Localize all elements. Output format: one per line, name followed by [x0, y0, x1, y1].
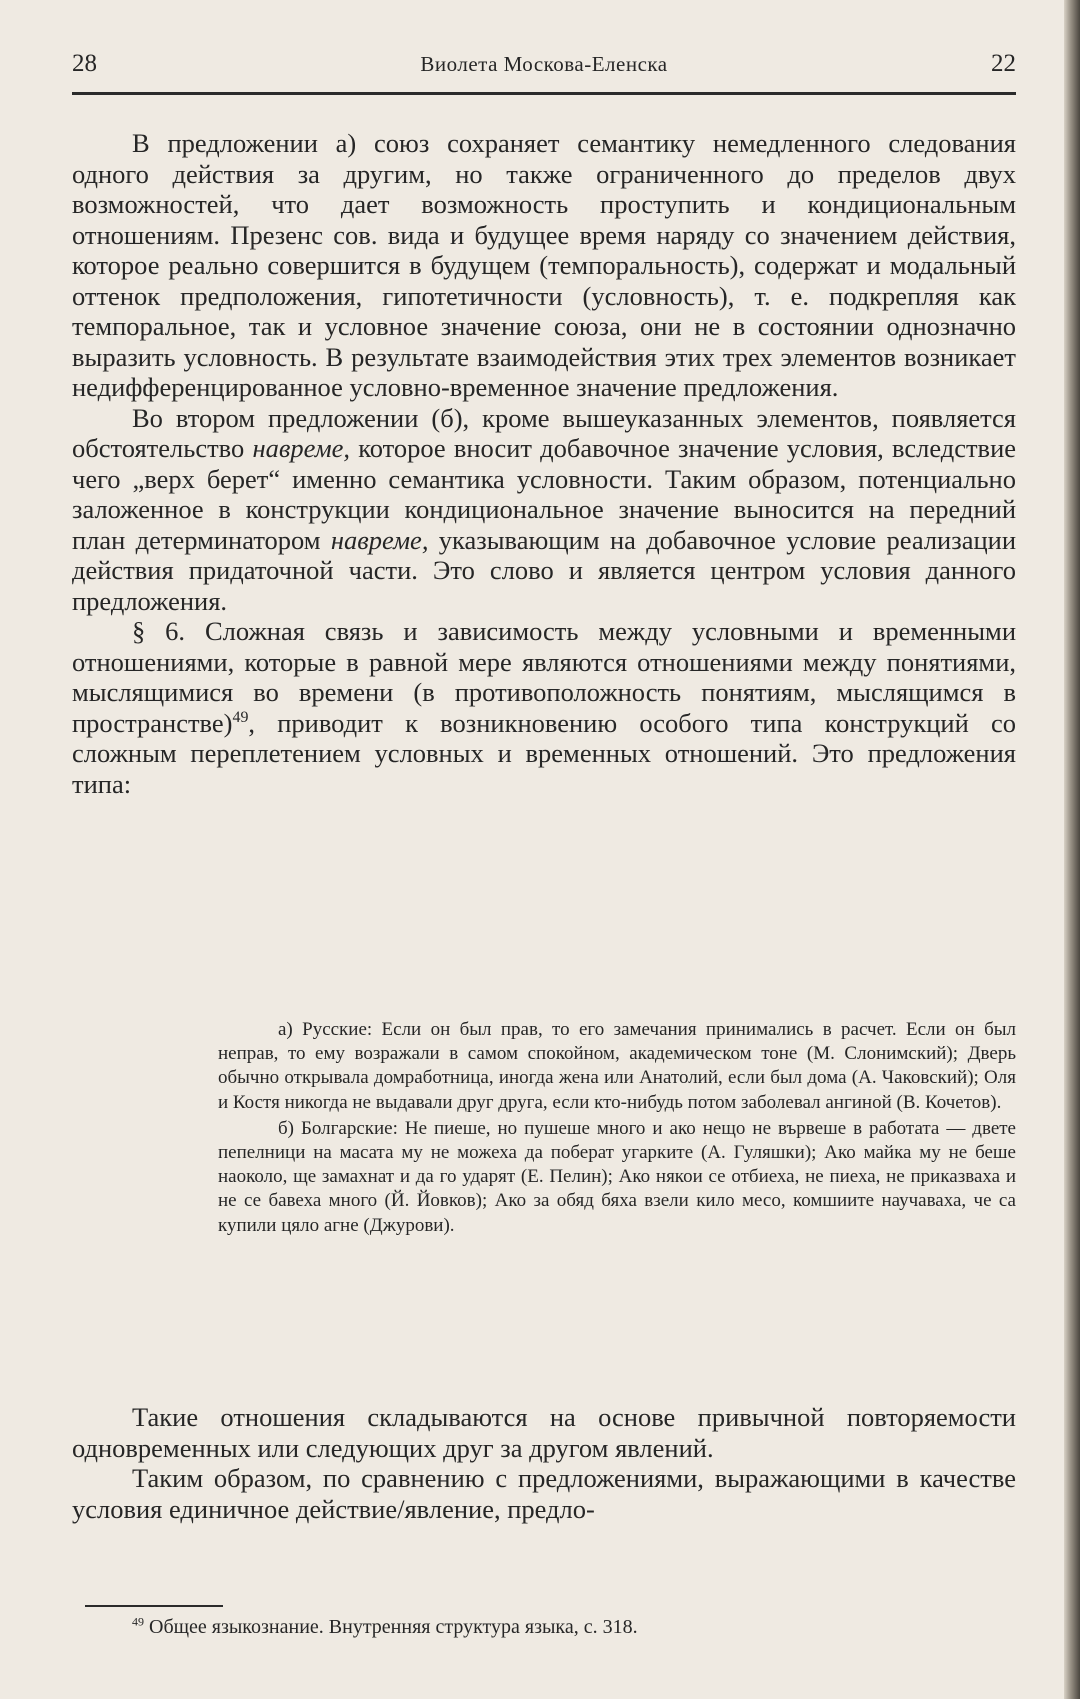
page-number-left: 28: [72, 50, 97, 77]
example-bulgarian: б) Болгарские: Не пиеше, но пушеше много и ако нещо не вървеше в работата — двете пепелници на масата му не можеха да поберат угарките (А. Гуляшки); Ако майка му не беше наоколо, ще замахнат и да го ударят (Е. Пелин); Ако някои се отбиеха, не пиеха, не приказваха и не се бавеха много (Й. Йовков); Ако за обяд бяха взели кило месо, комшиите научаваха, че са купили цяло агне (Джурови).: [218, 1117, 1016, 1236]
page-edge-shadow: [1064, 0, 1080, 1699]
paragraph-1: В предложении а) союз сохраняет семантику немедленного следования одного действия за другим, но также ограниченного до пределов двух возможностей, что дает возможность проступить и кондициональным отношениям. Презенс сов. вида и будущее время наряду со значением действия, которое реально совершится в будущем (темпоральность), содержат и модальный оттенок предположения, гипотетичности (условность), т. е. подкрепляя как темпоральное, так и условное значение союза, они не в состоянии однозначно выразить условность. В результате взаимодействия этих трех элементов возникает недифференцированное условно-временное значение предложения.: [72, 128, 1016, 402]
main-text-continued: [72, 1402, 1016, 1524]
footnote-number: 49: [132, 1614, 144, 1629]
term-navreme-1: навреме,: [252, 433, 350, 463]
footnote-rule: [85, 1605, 223, 1607]
footnote: [132, 1614, 1012, 1640]
header-rule: [72, 92, 1016, 95]
running-title: Виолета Москова-Еленска: [420, 52, 668, 76]
examples-block: [218, 1018, 1016, 1238]
footnote-text: Общее языкознание. Внутренняя структура языка, с. 318.: [149, 1616, 638, 1638]
example-russian: а) Русские: Если он был прав, то его замечания принимались в расчет. Если он был неправ, то ему возражали в самом спокойном, академическом тоне (М. Слонимский); Дверь обычно открывала домработница, иногда жена или Анатолий, если был дома (А. Чаковский); Оля и Костя никогда не выдавали друг друга, если кто-нибудь потом заболевал ангиной (В. Кочетов).: [218, 1019, 1016, 1113]
footnote-ref: 49: [232, 708, 249, 726]
running-header: [72, 50, 1016, 90]
paragraph-4: Такие отношения складываются на основе привычной повторяемости одновременных или следующих друг за другом явлений.: [72, 1402, 1016, 1463]
paragraph-3: § 6. Сложная связь и зависимость между условными и временными отношениями, которые в равной мере являются отношениями между понятиями, мыслящимися во времени (в противоположность понятиям, мыслящимся в пространстве)$^{49}$, приводит к возникновению особого типа конструкций со сложным переплетением условных и временных отношений. Это предложения типа:: [72, 616, 1016, 799]
paragraph-2: Во втором предложении (б), кроме вышеуказанных элементов, появляется обстоятельство навреме, которое вносит добавочное значение условия, вследствие чего „верх берет“ именно семантика условности. Таким образом, потенциально заложенное в конструкции кондициональное значение выносится на передний план детерминатором навреме, указывающим на добавочное условие реализации действия придаточной части. Это слово и является центром условия данного предложения.: [72, 402, 1017, 616]
term-navreme-2: навреме,: [330, 524, 429, 555]
page-number-right: 22: [991, 50, 1016, 77]
paragraph-5: Таким образом, по сравнению с предложениями, выражающими в качестве условия единичное действие/явление, предло-: [72, 1463, 1016, 1524]
main-text: [72, 128, 1016, 799]
